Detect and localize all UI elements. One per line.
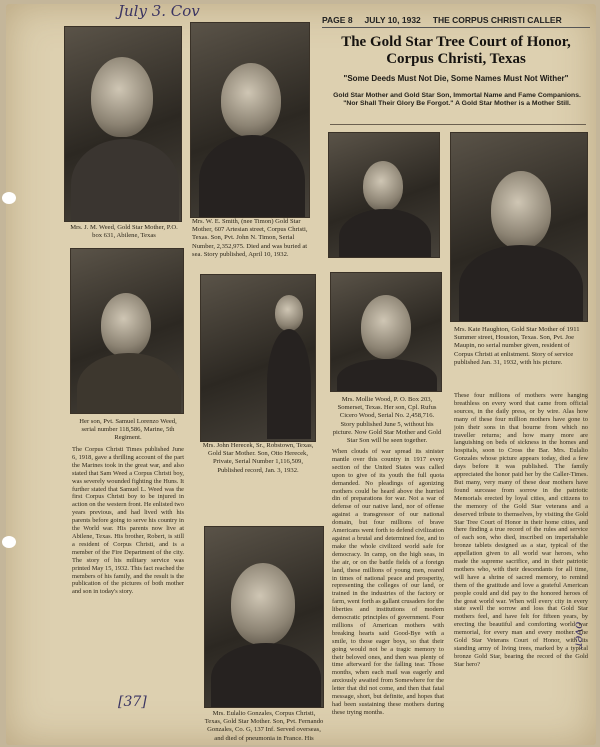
photo-mrs-wood [330,272,442,392]
photo-mrs-weed [64,26,182,222]
handwritten-page-number: [37] [118,694,147,710]
article-left-column: The Corpus Christi Times published June 6, 1918, gave a thrilling account of the part the Marines took in the great war, and also stated that Sam Weed a Corpus Christi boy, was severely wounded fighting the Huns. It further stated that Samuel L. Weed was the first Corpus Christi boy to be injured in action on the western front. He enlisted two years previous, and had lived with his parents before going to serve his country in the World war. His parents now live at Abilene, Texas. His brother, Robert, is still a resident of Corpus Christi, and is a member of the Fire Department of the city. The story of his military service was printed May 15, 1932. This fact reached the members of his family, and the result is the publication of the pictures of both mother and son in today's story. [72,446,184,596]
photo-herecek [200,274,316,442]
deck: Gold Star Mother and Gold Star Son, Immortal Name and Fame Companions. "Nor Shall Their Glory Be Forgot." A Gold Star Mother is a Mother Still. [333,92,581,107]
caption-gonzales: Mrs. Eulalio Gonzales, Corpus Christi, Texas, Gold Star Mother. Son, Pvt. Fernando Gonzales, Co. G, 137 Inf. Served overseas, and died of pneumonia in France. His [204,710,324,742]
headline: The Gold Star Tree Court of Honor, Corpus Christi, Texas [341,34,571,67]
caption-haughton: Mrs. Kate Haughton, Gold Star Mother of 1911 Summer street, Houston, Texas. Son, Pvt. Joe Maupin, no serial number given, resident of Corpus Christi at enlistment. Story of service published Jan. 31, 1932, with his picture. [454,326,580,366]
photo-wood-son [328,132,440,258]
handwritten-date-note: July 3. Cov [118,2,200,20]
punch-hole [2,536,16,548]
page-label: PAGE 8 [322,14,353,25]
paper-name: THE CORPUS CHRISTI CALLER [432,14,562,25]
subhead: "Some Deeds Must Not Die, Some Names Must Not Wither" [343,74,569,83]
photo-mrs-smith [190,22,310,218]
photo-samuel-weed [70,248,184,414]
article-right-column: These four millions of mothers were hanging breathless on every word that came from official sources, in the daily press, or by wire. Alas how many of these four million mothers have gone to join their sons in that bourne from which no traveller returns; and how many more are languishing on beds of sickness in the homes and hospitals, soon to Cross the Bar. Mrs. Eulalio Gonzales whose picture appears today, died a few days before it was published. The family appreciated the honor paid her by the Caller-Times. But many, very many of these dear mothers have found surcease from sorrow in the patriotic Memorials erected by loyal cities, and citizens to the memory of the Gold Star veterans and a deserved tribute to themselves, by visiting the Gold Star Tree Court of Honor in their home cities, and there finding a true record of the rules and service of each son, who died, inscribed on imperishable bronze tablets designed as a star, typical of the appellation given to all world war heroes, who made the supreme sacrifice, and in their patriotic mothers who, with their descendants for all time, will have a shrine of sacred memory, to remind them of the gratitude and love a grateful American people could and did pay to the honored heroes of the great world war. When will every city in every state swell the sorrow and loss that Gold Star mothers feel, and have felt for fifteen years, by erecting the beautiful and comforting world war memorial, for every man and every mother. The Gold Star Veterans Court of Honor, with its standing army of living trees, marked by a typical bronze Gold Star, bearing the record of the Gold Star hero? [454,392,588,668]
caption-herecek: Mrs. John Herecek, Sr., Robstown, Texas, Gold Star Mother. Son, Otto Herecek, Private, Serial Number 1,116,509, Published record, Jan. 3, 1932. [202,442,314,474]
handwritten-side-mark: over [572,621,587,649]
caption-weed-son: Her son, Pvt. Samuel Lorenzo Weed, serial number 118,586, Marine, 5th Regiment. [79,418,177,442]
photo-mrs-haughton [450,132,588,322]
photo-mrs-gonzales [204,526,324,708]
divider [330,124,586,125]
caption-wood: Mrs. Mollie Wood, P. O. Box 203, Somerset, Texas. Her son, Cpl. Rufus Cicero Wood, Serial No. 2,458,716. Story published June 5, without his picture. Now Gold Star Mother and Gold Star Son will be seen together. [332,396,442,445]
punch-hole [2,192,16,204]
article-middle-column: When clouds of war spread its sinister mantle over this country in 1917 every section of the United States was called upon to give of its youth the full quota demanded. No pleadings of agonizing mothers could be heard above the hurried din of preparations for war. Not a war of defense of our native land, nor of offense against a transgressor of our national domain, but four millions of brave Americans went forth to defend civilization against a brutal and determined foe, and to make the whole civilized world safe for democracy. In camp, on the high seas, in the air, or on the battle fields of a foreign land, these millions of young men, reared in times of national peace and prosperity, representing the colleges of our land, or trained in the industries of the factory or farm, went forth as gallant crusaders for the liberties and institutions of modern democratic principles of government. Four millions of American mothers with breaking hearts said Good-Bye with a smile, to those eager boys, so that their going would not be a tragic memory to their beloved ones, and then was plenty of time afterward for the falling tear. Those months, when each mail was eagerly and anxiously awaited from Somewhere for the letter that did not come, and then that fatal message, short, but definite, and hopes that had been sustaining these mothers during these trying months. [332,448,444,716]
caption-weed: Mrs. J. M. Weed, Gold Star Mother, P.O. box 631, Abilene, Texas [70,224,178,240]
issue-date: JULY 10, 1932 [364,14,421,25]
caption-smith: Mrs. W. E. Smith, (nee Timon) Gold Star Mother, 607 Artesian street, Corpus Christi, Texas. Son, Pvt. John N. Timon, Serial Number, 2,352,975. Died and was buried at sea. Story published, April 10, 1932. [192,218,308,258]
newspaper-header [322,12,590,28]
